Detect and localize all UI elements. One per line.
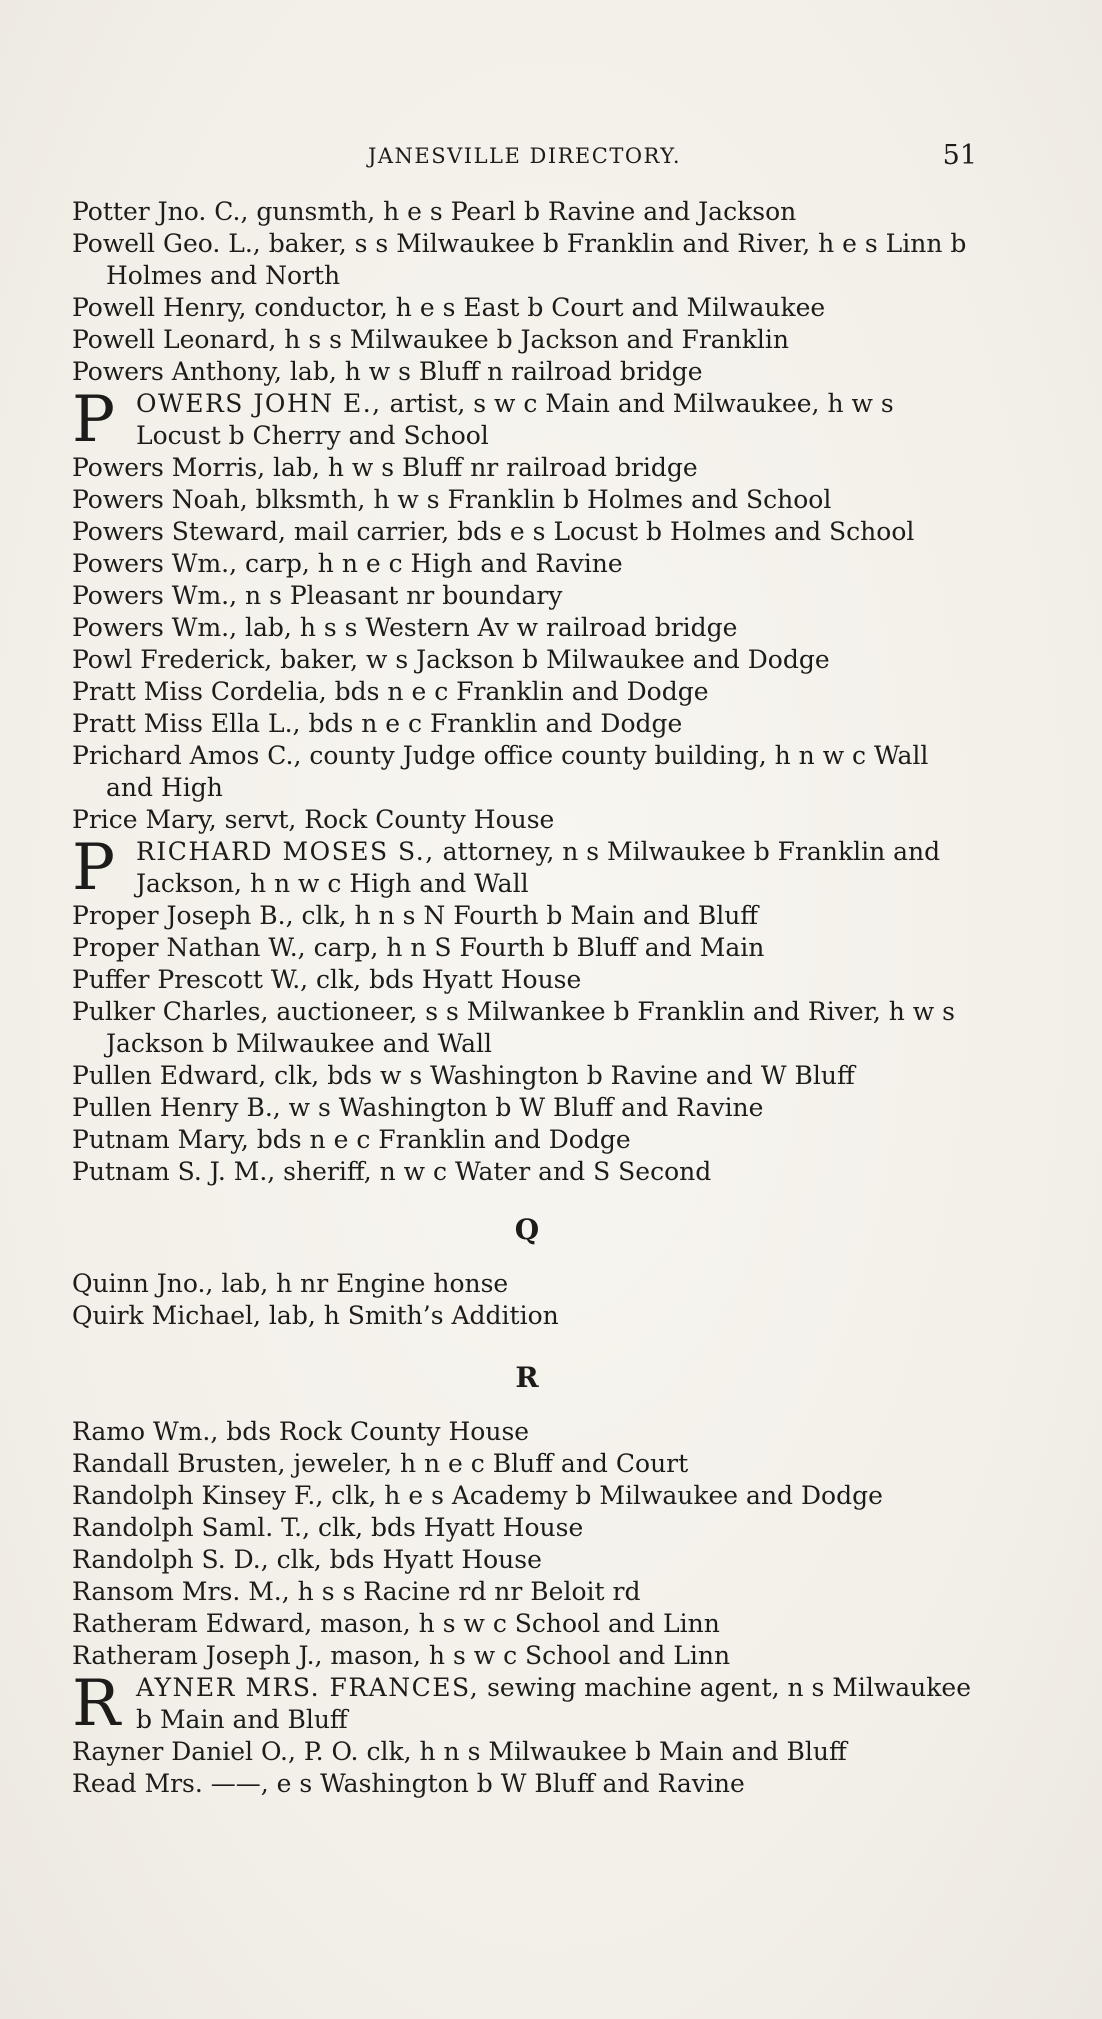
listing-entry: Prichard Amos C., county Judge office county building, h n w c Wall and High	[72, 741, 929, 802]
listing-entry: Powell Geo. L., baker, s s Milwaukee b Franklin and River, h e s Linn b Holmes and North	[72, 229, 967, 290]
listing-entry: Powers Anthony, lab, h w s Bluff n railroad bridge	[72, 357, 703, 386]
listing-entry: Randolph Kinsey F., clk, h e s Academy b Milwaukee and Dodge	[72, 1481, 883, 1510]
listing-entry: Read Mrs. ——, e s Washington b W Bluff and Ravine	[72, 1769, 745, 1798]
listing-entry: Powers Wm., carp, h n e c High and Ravine	[72, 549, 623, 578]
listing-entry: Powers Wm., n s Pleasant nr boundary	[72, 581, 563, 610]
directory-listing	[72, 196, 982, 1800]
listing-entry: Ratheram Joseph J., mason, h s w c School and Linn	[72, 1641, 731, 1670]
listing-entry: Quinn Jno., lab, h nr Engine honse	[72, 1269, 509, 1298]
listing-entry: Puffer Prescott W., clk, bds Hyatt House	[72, 965, 582, 994]
listing-entry: Rayner Daniel O., P. O. clk, h n s Milwaukee b Main and Bluff	[72, 1737, 847, 1766]
listing-entry: Powers Morris, lab, h w s Bluff nr railroad bridge	[72, 453, 698, 482]
featured-name: OWERS JOHN E.,	[136, 389, 382, 418]
listing-entry: Powell Henry, conductor, h e s East b Court and Milwaukee	[72, 293, 826, 322]
featured-listing-entry	[72, 383, 982, 457]
listing-entry: Putnam Mary, bds n e c Franklin and Dodge	[72, 1125, 631, 1154]
featured-details: sewing machine agent, n s Milwaukee b Main and Bluff	[136, 1673, 972, 1734]
featured-name: RICHARD MOSES S.,	[136, 837, 435, 866]
drop-capital: P	[72, 831, 116, 905]
listing-entry: Potter Jno. C., gunsmth, h e s Pearl b Ravine and Jackson	[72, 197, 797, 226]
drop-capital: R	[72, 1667, 121, 1741]
listing-entry: Ransom Mrs. M., h s s Racine rd nr Beloit rd	[72, 1577, 641, 1606]
listing-entry: Powers Wm., lab, h s s Western Av w railroad bridge	[72, 613, 738, 642]
listing-entry: Powl Frederick, baker, w s Jackson b Milwaukee and Dodge	[72, 645, 830, 674]
listing-entry: Powell Leonard, h s s Milwaukee b Jackson and Franklin	[72, 325, 790, 354]
drop-capital: P	[72, 383, 116, 457]
listing-entry: Pullen Edward, clk, bds w s Washington b Ravine and W Bluff	[72, 1061, 855, 1090]
listing-entry: Pratt Miss Ella L., bds n e c Franklin and Dodge	[72, 709, 683, 738]
listing-entry: Powers Noah, blksmth, h w s Franklin b Holmes and School	[72, 485, 832, 514]
page-header	[72, 140, 977, 176]
listing-entry: Randolph S. D., clk, bds Hyatt House	[72, 1545, 542, 1574]
featured-details: attorney, n s Milwaukee b Franklin and Jackson, h n w c High and Wall	[136, 837, 941, 898]
listing-entry: Proper Joseph B., clk, h n s N Fourth b Main and Bluff	[72, 901, 759, 930]
listing-entry: Randolph Saml. T., clk, bds Hyatt House	[72, 1513, 584, 1542]
section-heading-r: R	[515, 1361, 539, 1394]
listing-entry: Ramo Wm., bds Rock County House	[72, 1417, 530, 1446]
listing-entry: Pratt Miss Cordelia, bds n e c Franklin and Dodge	[72, 677, 709, 706]
featured-listing-entry	[72, 1667, 982, 1741]
page-number: 51	[942, 140, 977, 171]
listing-entry: Randall Brusten, jeweler, h n e c Bluff and Court	[72, 1449, 689, 1478]
featured-listing-entry	[72, 831, 982, 905]
featured-details: artist, s w c Main and Milwaukee, h w s Locust b Cherry and School	[136, 389, 894, 450]
featured-name: AYNER MRS. FRANCES,	[136, 1673, 480, 1702]
listing-entry: Ratheram Edward, mason, h s w c School and Linn	[72, 1609, 720, 1638]
listing-entry: Pullen Henry B., w s Washington b W Bluff and Ravine	[72, 1093, 764, 1122]
listing-entry: Proper Nathan W., carp, h n S Fourth b Bluff and Main	[72, 933, 765, 962]
listing-entry: Powers Steward, mail carrier, bds e s Locust b Holmes and School	[72, 517, 915, 546]
listing-entry: Quirk Michael, lab, h Smith’s Addition	[72, 1301, 559, 1330]
section-heading-q: Q	[514, 1213, 540, 1246]
listing-entry: Pulker Charles, auctioneer, s s Milwankee b Franklin and River, h w s Jackson b Milwaukee and Wall	[72, 997, 955, 1058]
listing-entry: Price Mary, servt, Rock County House	[72, 805, 555, 834]
running-title: JANESVILLE DIRECTORY.	[367, 144, 682, 168]
listing-entry: Putnam S. J. M., sheriff, n w c Water and S Second	[72, 1157, 712, 1186]
